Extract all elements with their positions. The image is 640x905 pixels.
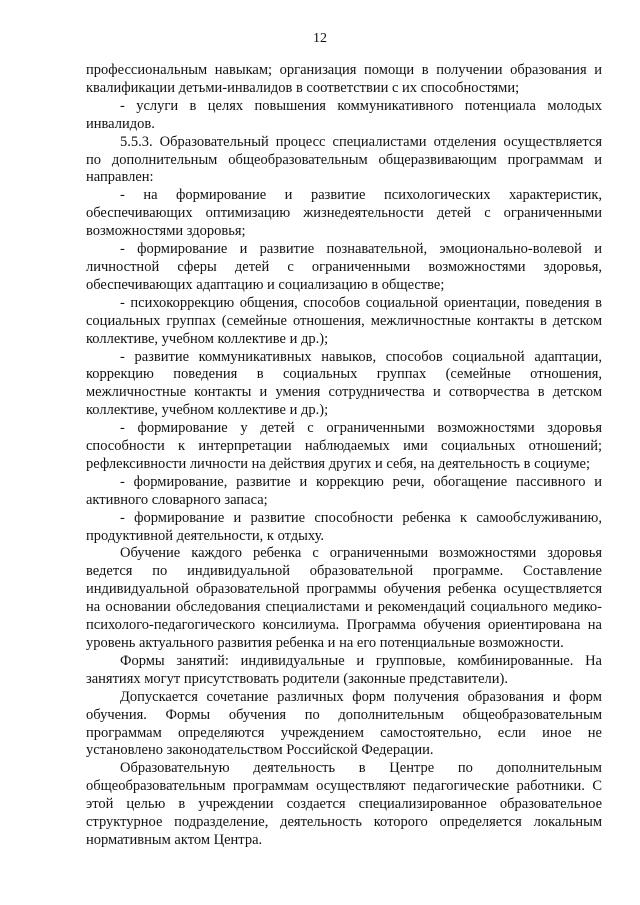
- list-item: - формирование, развитие и коррекцию речи, обогащение пассивного и активного словарного запаса;: [86, 473, 602, 508]
- page-number: 12: [313, 31, 327, 46]
- list-item: - формирование и развитие способности ребенка к самообслуживанию, продуктивной деятельности, к отдыху.: [86, 509, 602, 544]
- list-item: - развитие коммуникативных навыков, способов социальной адаптации, коррекцию поведения в социальных группах (семейные отношения, межличностные контакты и умения сотрудничества и сотворчества в детском коллективе, учебном коллективе и др.);: [86, 348, 602, 419]
- list-item: - на формирование и развитие психологических характеристик, обеспечивающих оптимизацию жизнедеятельности детей с ограниченными возможностями здоровья;: [86, 187, 602, 240]
- list-item: - услуги в целях повышения коммуникативного потенциала молодых инвалидов.: [86, 97, 602, 132]
- paragraph: Образовательную деятельность в Центре по дополнительным общеобразовательным программам осуществляют педагогические работники. С этой целью в учреждении создается специализированное образовательное структурное подразделение, деятельность которого определяется локальным нормативным актом Центра.: [86, 760, 602, 848]
- list-item: - психокоррекцию общения, способов социальной ориентации, поведения в социальных группах (семейные отношения, межличностные контакты в детском коллективе, учебном коллективе и др.);: [86, 294, 602, 347]
- paragraph: Формы занятий: индивидуальные и групповые, комбинированные. На занятиях могут присутствовать родители (законные представители).: [86, 652, 602, 687]
- paragraph: Обучение каждого ребенка с ограниченными возможностями здоровья ведется по индивидуальной образовательной программе. Составление индивидуальной образовательной программы обучения ребенка осуществляется на основании обследования специалистами и рекомендаций социального медико-психолого-педагогического консилиума. Программа обучения ориентирована на уровень актуального развития ребенка и на его потенциальные возможности.: [86, 545, 602, 651]
- section-paragraph: 5.5.3. Образовательный процесс специалистами отделения осуществляется по дополнительным общеобразовательным общеразвивающим программам и направлен:: [86, 133, 602, 186]
- paragraph: Допускается сочетание различных форм получения образования и форм обучения. Формы обучения по дополнительным общеобразовательным программам определяются учреждением самостоятельно, если иное не установлено законодательством Российской Федерации.: [86, 688, 602, 759]
- list-item: - формирование и развитие познавательной, эмоционально-волевой и личностной сферы детей с ограниченными возможностями здоровья, обеспечивающих адаптацию и социализацию в обществе;: [86, 241, 602, 293]
- paragraph: профессиональным навыкам; организация помощи в получении образования и квалификации детьми-инвалидов в соответствии с их способностями;: [86, 62, 602, 96]
- document-body: [86, 62, 602, 850]
- list-item: - формирование у детей с ограниченными возможностями здоровья способности к интерпретации наблюдаемых ими социальных отношений; рефлексивности личности на действия других и себя, на деятельность в социуме;: [86, 420, 602, 472]
